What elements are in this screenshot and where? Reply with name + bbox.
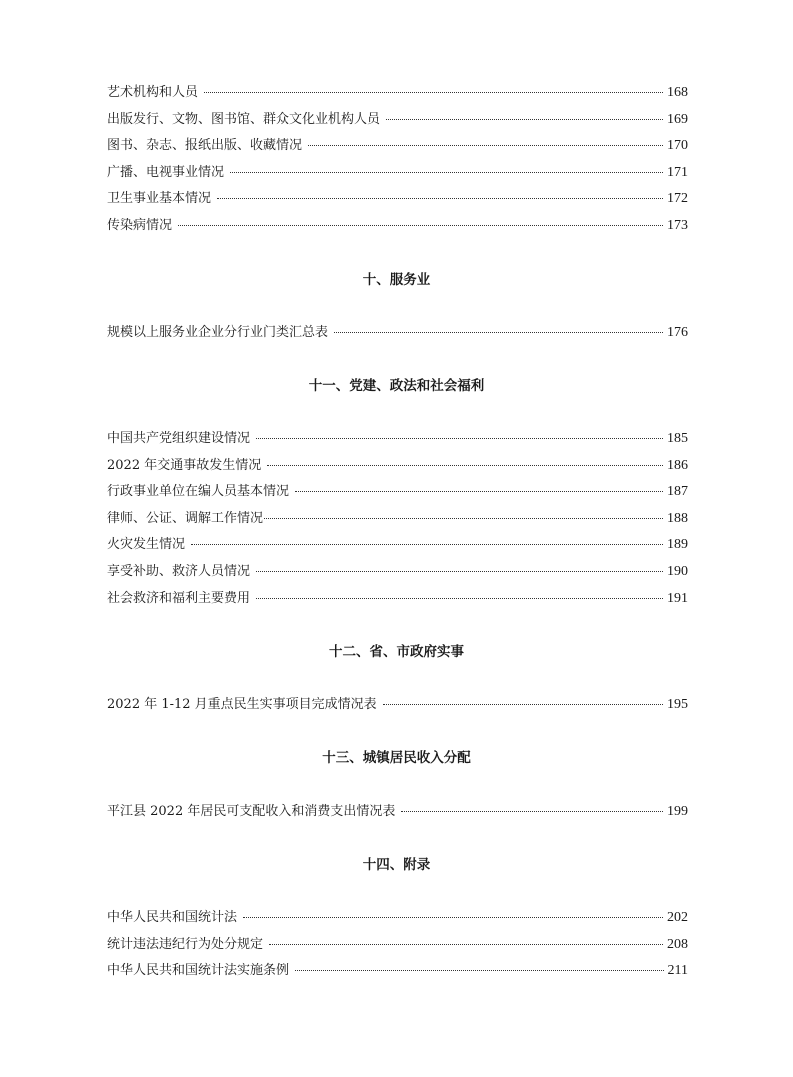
section-heading: 十二、省、市政府实事: [329, 644, 464, 660]
toc-entry-page: 211: [667, 963, 688, 978]
dot-leader: [383, 703, 663, 705]
toc-entry-title: 传染病情况: [107, 218, 173, 233]
toc-entry[interactable]: [107, 509, 688, 529]
toc-entry[interactable]: [107, 189, 688, 209]
toc-entry-page: 191: [667, 591, 688, 606]
toc-entry[interactable]: [107, 802, 688, 822]
toc-entry-title: 出版发行、文物、图书馆、群众文化业机构人员: [107, 112, 381, 127]
toc-entry[interactable]: [107, 589, 688, 609]
toc-entry[interactable]: [107, 429, 688, 449]
toc-entry-page: 195: [667, 697, 688, 712]
dot-leader: [191, 543, 663, 545]
toc-entry-title: 统计违法违纪行为处分规定: [107, 937, 264, 952]
toc-entry-title: 律师、公证、调解工作情况: [107, 511, 264, 526]
toc-entry[interactable]: [107, 163, 688, 183]
toc-entry-title: 2022 年 1-12 月重点民生实事项目完成情况表: [107, 697, 377, 712]
toc-entry-page: 187: [667, 484, 688, 499]
dot-leader: [256, 570, 663, 572]
toc-entry-page: 170: [667, 138, 688, 153]
toc-entry-title: 规模以上服务业企业分行业门类汇总表: [107, 325, 329, 340]
toc-entry-page: 202: [667, 910, 688, 925]
toc-entry-title: 中华人民共和国统计法实施条例: [107, 963, 290, 978]
toc-entry-page: 188: [667, 511, 688, 526]
toc-entry-title: 2022 年交通事故发生情况: [107, 458, 262, 473]
dot-leader: [256, 437, 663, 439]
toc-entry-title: 广播、电视事业情况: [107, 165, 225, 180]
toc-entry-page: 172: [667, 191, 688, 206]
toc-entry-page: 173: [667, 218, 688, 233]
toc-entry-page: 199: [667, 804, 688, 819]
toc-entry-title: 社会救济和福利主要费用: [107, 591, 251, 606]
dot-leader: [401, 810, 663, 812]
dot-leader: [243, 916, 663, 918]
toc-entry-page: 185: [667, 431, 688, 446]
dot-leader: [204, 91, 663, 93]
toc-entry[interactable]: [107, 535, 688, 555]
dot-leader: [267, 464, 663, 466]
dot-leader: [264, 517, 663, 519]
toc-entry-page: 169: [667, 112, 688, 127]
section-heading: 十四、附录: [362, 857, 431, 873]
toc-entry-title: 中华人民共和国统计法: [107, 910, 238, 925]
toc-entry-title: 享受补助、救济人员情况: [107, 564, 251, 579]
dot-leader: [178, 224, 663, 226]
toc-entry-title: 中国共产党组织建设情况: [107, 431, 251, 446]
dot-leader: [308, 144, 663, 146]
toc-entry-title: 卫生事业基本情况: [107, 191, 212, 206]
dot-leader: [230, 171, 663, 173]
toc-entry-page: 171: [667, 165, 688, 180]
dot-leader: [217, 197, 663, 199]
dot-leader: [295, 490, 663, 492]
toc-entry[interactable]: [107, 695, 688, 715]
toc-entry-page: 189: [667, 537, 688, 552]
toc-entry-title: 图书、杂志、报纸出版、收藏情况: [107, 138, 303, 153]
toc-entry-title: 行政事业单位在编人员基本情况: [107, 484, 290, 499]
toc-entry-title: 艺术机构和人员: [107, 85, 199, 100]
toc-entry[interactable]: [107, 482, 688, 502]
toc-entry[interactable]: [107, 961, 688, 981]
toc-entry[interactable]: [107, 562, 688, 582]
toc-entry-page: 208: [667, 937, 688, 952]
dot-leader: [334, 331, 663, 333]
toc-entry-page: 168: [667, 85, 688, 100]
dot-leader: [295, 969, 664, 971]
section-heading: 十一、党建、政法和社会福利: [308, 378, 485, 394]
toc-entry[interactable]: [107, 935, 688, 955]
toc-entry[interactable]: [107, 323, 688, 343]
toc-entry[interactable]: [107, 456, 688, 476]
toc-entry-page: 186: [667, 458, 688, 473]
section-heading: 十、服务业: [362, 272, 431, 288]
section-heading: 十三、城镇居民收入分配: [322, 750, 471, 766]
dot-leader: [269, 943, 663, 945]
toc-entry-page: 176: [667, 325, 688, 340]
toc-entry[interactable]: [107, 110, 688, 130]
toc-entry[interactable]: [107, 83, 688, 103]
toc-entry[interactable]: [107, 216, 688, 236]
toc-entry-title: 平江县 2022 年居民可支配收入和消费支出情况表: [107, 804, 396, 819]
toc-entry[interactable]: [107, 136, 688, 156]
dot-leader: [256, 597, 663, 599]
dot-leader: [386, 118, 663, 120]
toc-entry[interactable]: [107, 908, 688, 928]
toc-entry-title: 火灾发生情况: [107, 537, 186, 552]
toc-entry-page: 190: [667, 564, 688, 579]
